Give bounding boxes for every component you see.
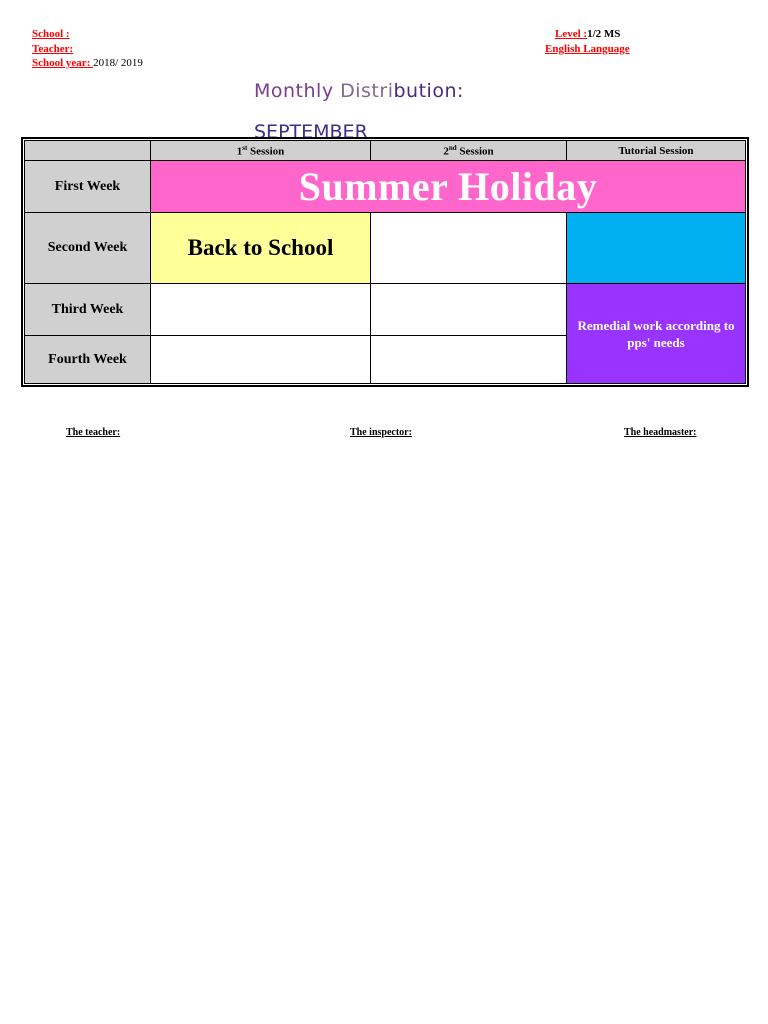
table-row [25, 161, 746, 213]
title-part-2: Distri [340, 80, 394, 102]
table-header-row [25, 141, 746, 161]
school-year-label: School year: [32, 57, 94, 69]
remedial-work-cell: Remedial work according to pps' needs [567, 284, 746, 384]
title-part-3: bution: [393, 80, 464, 102]
table-row [25, 213, 746, 284]
empty-cell [371, 284, 567, 336]
school-year-line [32, 56, 143, 70]
title-part-1: Monthly [254, 80, 341, 102]
col-tutorial-session: Tutorial Session [567, 141, 746, 161]
distribution-table [24, 140, 746, 384]
summer-holiday-cell: Summer Holiday [151, 161, 746, 213]
back-to-school-cell: Back to School [151, 213, 371, 284]
subject-line [545, 42, 630, 56]
level-value: 1/2 MS [587, 28, 621, 40]
week-label-3: Third Week [25, 284, 151, 336]
subject-label: English Language [545, 43, 630, 55]
week-label-1: First Week [25, 161, 151, 213]
week-label-4: Fourth Week [25, 336, 151, 384]
school-label: School : [32, 28, 70, 40]
teacher-line [32, 42, 73, 56]
empty-cell [371, 213, 567, 284]
blue-cell [567, 213, 746, 284]
table-row [25, 284, 746, 336]
headmaster-signature-label: The headmaster: [624, 427, 697, 438]
month-title [254, 120, 368, 138]
corner-cell [25, 141, 151, 161]
empty-cell [371, 336, 567, 384]
school-line [32, 27, 70, 41]
month-text: SEPTEMBER [254, 121, 368, 138]
empty-cell [151, 336, 371, 384]
level-label: Level : [555, 28, 588, 40]
col-session-1: 1st Session [151, 141, 371, 161]
school-year-value: 2018/ 2019 [93, 57, 143, 69]
empty-cell [151, 284, 371, 336]
page-title [254, 80, 464, 102]
teacher-signature-label: The teacher: [66, 427, 121, 438]
week-label-2: Second Week [25, 213, 151, 284]
teacher-label: Teacher: [32, 43, 74, 55]
col-session-2: 2nd Session [371, 141, 567, 161]
inspector-signature-label: The inspector: [350, 427, 412, 438]
level-line [555, 27, 620, 41]
